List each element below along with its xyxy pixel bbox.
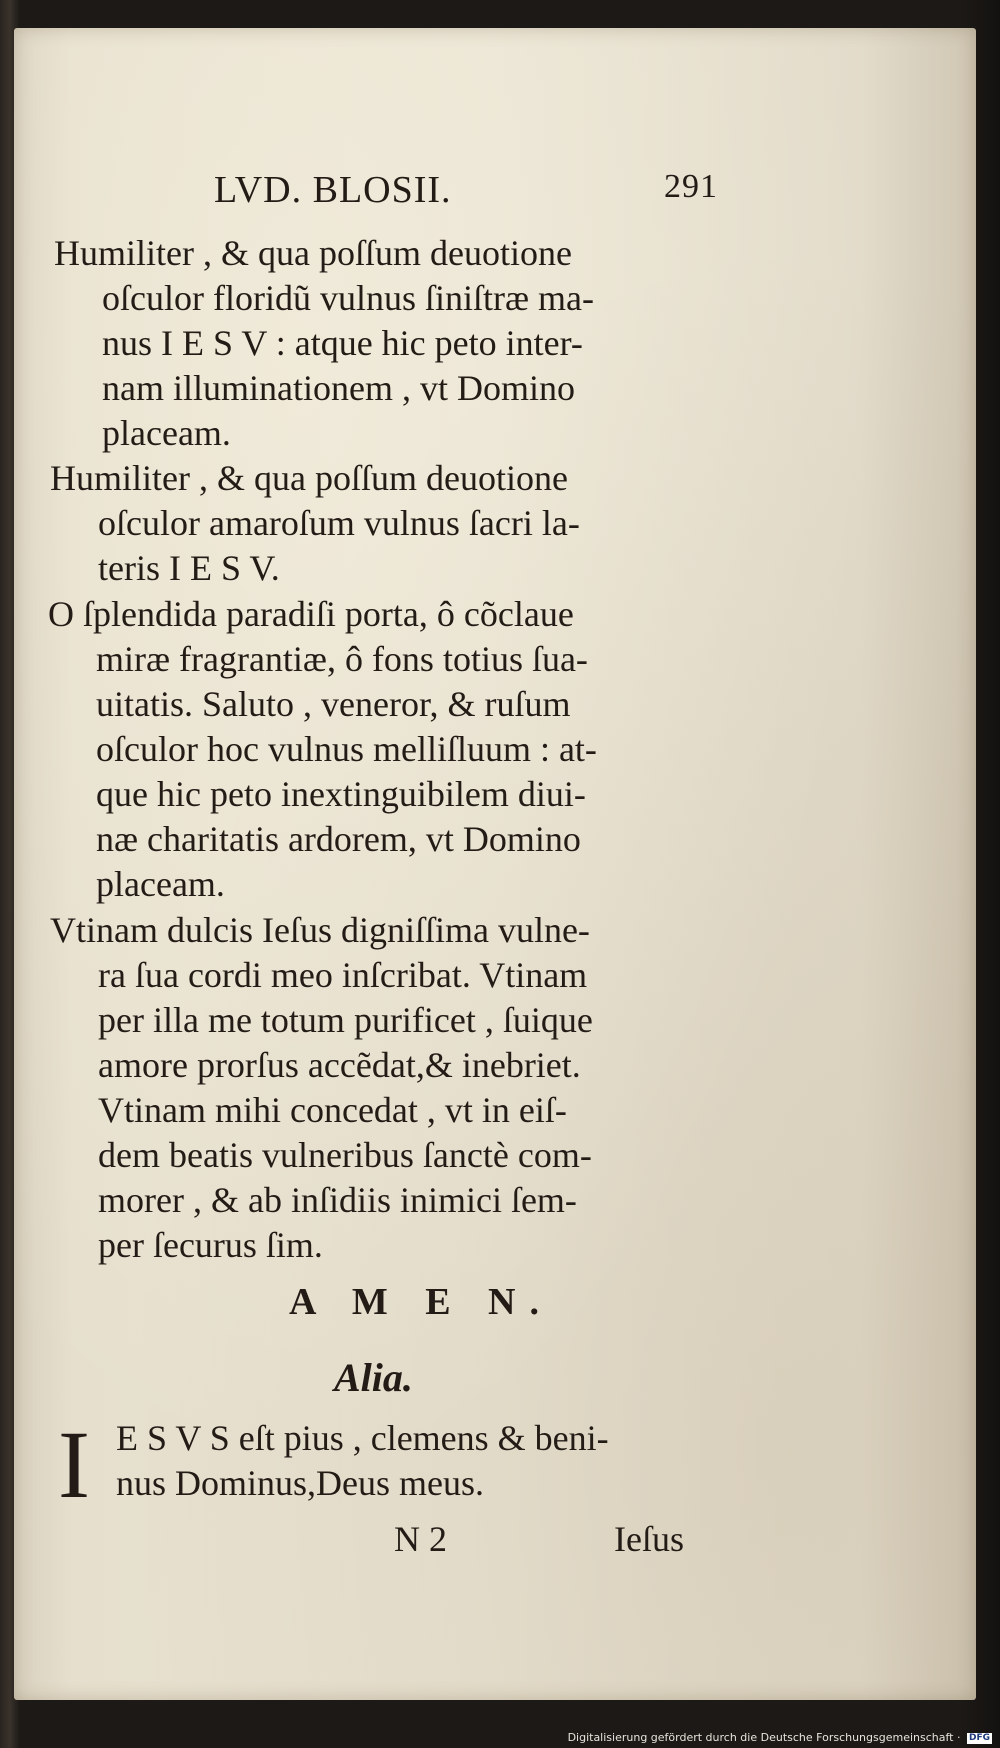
paragraph-4 bbox=[50, 908, 593, 1268]
text-line: placeam. bbox=[96, 864, 225, 904]
paragraph-1 bbox=[54, 231, 594, 456]
text-line: O ſplendida paradiſi porta, ô cõclaue bbox=[48, 594, 574, 634]
text-line: nus Dominus,Deus meus. bbox=[116, 1463, 484, 1503]
catchword: Ieſus bbox=[614, 1519, 684, 1559]
text-line: næ charitatis ardorem, vt Domino bbox=[96, 819, 581, 859]
text-line: Humiliter , & qua poſſum deuotione bbox=[54, 233, 572, 273]
paragraph-2 bbox=[50, 456, 580, 591]
credit-text: Digitalisierung gefördert durch die Deutsche Forschungsgemeinschaft · bbox=[567, 1731, 961, 1744]
running-head bbox=[184, 168, 724, 228]
book-page bbox=[14, 28, 976, 1700]
text-line: nus I E S V : atque hic peto inter- bbox=[102, 323, 583, 363]
dfg-logo: DFG bbox=[968, 1732, 990, 1743]
text-line: per ſecurus ſim. bbox=[98, 1225, 323, 1265]
text-line: teris I E S V. bbox=[98, 548, 280, 588]
text-line: morer , & ab inſidiis inimici ſem- bbox=[98, 1180, 577, 1220]
text-line: ra ſua cordi meo inſcribat. Vtinam bbox=[98, 955, 588, 995]
paragraph-3 bbox=[48, 592, 597, 907]
text-line: oſculor hoc vulnus melliſluum : at- bbox=[96, 729, 597, 769]
text-line: miræ fragrantiæ, ô fons totius ſua- bbox=[96, 639, 588, 679]
text-line: Vtinam dulcis Ieſus digniſſima vulne- bbox=[50, 910, 590, 950]
paragraph-5 bbox=[58, 1416, 609, 1506]
alia-heading: Alia. bbox=[334, 1355, 413, 1400]
text-line: Vtinam mihi concedat , vt in eiſ- bbox=[98, 1090, 567, 1130]
drop-cap-initial: I bbox=[58, 1411, 90, 1518]
page-number: 291 bbox=[664, 168, 718, 205]
text-line: oſculor amaroſum vulnus ſacri la- bbox=[98, 503, 580, 543]
text-line: uitatis. Saluto , veneror, & ruſum bbox=[96, 684, 571, 724]
text-line: Humiliter , & qua poſſum deuotione bbox=[50, 458, 568, 498]
signature-mark: N 2 bbox=[394, 1519, 447, 1559]
text-line: nam illuminationem , vt Domino bbox=[102, 368, 575, 408]
text-line: dem beatis vulneribus ſanctè com- bbox=[98, 1135, 592, 1175]
text-line: oſculor floridũ vulnus ſiniſtræ ma- bbox=[102, 278, 594, 318]
text-line: E S V S eſt pius , clemens & beni- bbox=[116, 1418, 609, 1458]
amen-heading: A M E N. bbox=[289, 1281, 553, 1323]
text-line: per illa me totum purificet , ſuique bbox=[98, 1000, 593, 1040]
running-head-title: LVD. BLOSII. bbox=[214, 169, 452, 211]
text-line: que hic peto inextinguibilem diui- bbox=[96, 774, 586, 814]
text-line: amore prorſus accẽdat,& inebriet. bbox=[98, 1045, 581, 1085]
digitization-credit bbox=[568, 1731, 992, 1744]
text-line: placeam. bbox=[102, 413, 231, 453]
catchline bbox=[34, 1518, 734, 1568]
